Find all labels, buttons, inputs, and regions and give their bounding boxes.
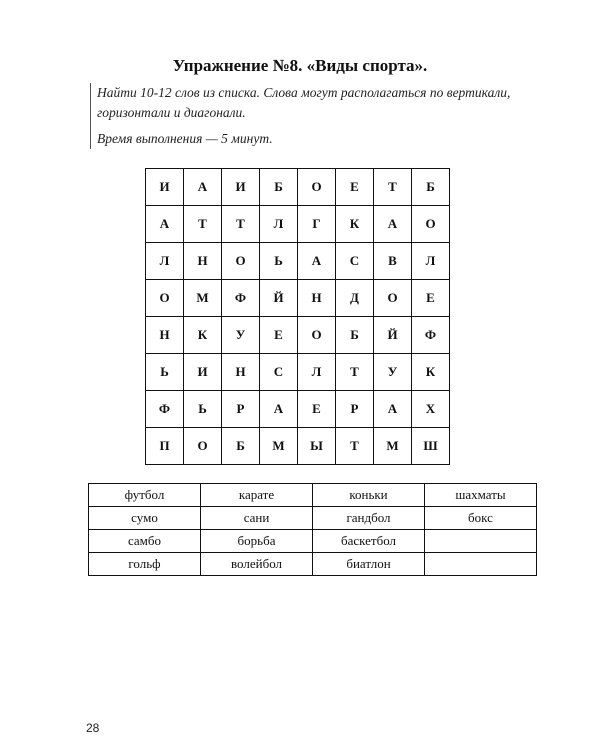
- grid-cell: Н: [298, 280, 336, 317]
- grid-cell: Е: [336, 169, 374, 206]
- grid-cell: А: [184, 169, 222, 206]
- word-cell: сани: [201, 507, 313, 530]
- grid-cell: Е: [298, 391, 336, 428]
- word-row: [89, 553, 537, 576]
- grid-cell: В: [374, 243, 412, 280]
- grid-cell: Л: [412, 243, 450, 280]
- grid-cell: Л: [298, 354, 336, 391]
- grid-cell: А: [374, 206, 412, 243]
- word-row: [89, 507, 537, 530]
- grid-cell: Х: [412, 391, 450, 428]
- grid-cell: С: [260, 354, 298, 391]
- grid-row: [146, 317, 450, 354]
- grid-cell: Ф: [222, 280, 260, 317]
- grid-cell: Ь: [184, 391, 222, 428]
- grid-cell: Й: [260, 280, 298, 317]
- grid-cell: Р: [222, 391, 260, 428]
- word-cell: биатлон: [313, 553, 425, 576]
- grid-cell: Ы: [298, 428, 336, 465]
- grid-row: [146, 280, 450, 317]
- grid-cell: Г: [298, 206, 336, 243]
- grid-cell: Б: [222, 428, 260, 465]
- grid-cell: А: [298, 243, 336, 280]
- word-cell: гольф: [89, 553, 201, 576]
- grid-cell: Е: [260, 317, 298, 354]
- word-cell: шахматы: [425, 484, 537, 507]
- grid-cell: Д: [336, 280, 374, 317]
- grid-cell: Ш: [412, 428, 450, 465]
- grid-cell: Й: [374, 317, 412, 354]
- grid-cell: П: [146, 428, 184, 465]
- grid-cell: Л: [146, 243, 184, 280]
- word-list: [88, 483, 537, 576]
- grid-cell: О: [222, 243, 260, 280]
- grid-cell: М: [184, 280, 222, 317]
- grid-row: [146, 428, 450, 465]
- grid-cell: Т: [184, 206, 222, 243]
- grid-cell: У: [374, 354, 412, 391]
- grid-cell: Ф: [412, 317, 450, 354]
- grid-cell: О: [298, 169, 336, 206]
- word-cell: футбол: [89, 484, 201, 507]
- word-cell: гандбол: [313, 507, 425, 530]
- grid-cell: Н: [222, 354, 260, 391]
- grid-cell: К: [336, 206, 374, 243]
- grid-cell: О: [298, 317, 336, 354]
- grid-cell: К: [412, 354, 450, 391]
- grid-cell: Ь: [260, 243, 298, 280]
- grid-cell: Ь: [146, 354, 184, 391]
- grid-cell: О: [374, 280, 412, 317]
- instructions-text: Найти 10-12 слов из списка. Слова могут располагаться по вертикали, горизонтали и диагонали.: [97, 85, 511, 120]
- word-cell: [425, 553, 537, 576]
- instructions: [90, 83, 527, 149]
- grid-cell: Б: [336, 317, 374, 354]
- grid-cell: А: [146, 206, 184, 243]
- grid-row: [146, 243, 450, 280]
- grid-cell: И: [222, 169, 260, 206]
- grid-cell: О: [184, 428, 222, 465]
- grid-row: [146, 169, 450, 206]
- word-cell: баскетбол: [313, 530, 425, 553]
- word-row: [89, 484, 537, 507]
- grid-cell: О: [146, 280, 184, 317]
- word-cell: самбо: [89, 530, 201, 553]
- time-limit: Время выполнения — 5 минут.: [97, 131, 273, 146]
- grid-cell: М: [374, 428, 412, 465]
- page-number: 28: [86, 721, 100, 735]
- grid-cell: Т: [336, 354, 374, 391]
- word-cell: коньки: [313, 484, 425, 507]
- grid-cell: Е: [412, 280, 450, 317]
- grid-cell: Л: [260, 206, 298, 243]
- word-cell: [425, 530, 537, 553]
- grid-cell: И: [184, 354, 222, 391]
- grid-cell: Т: [336, 428, 374, 465]
- grid-cell: К: [184, 317, 222, 354]
- grid-row: [146, 354, 450, 391]
- grid-cell: Б: [412, 169, 450, 206]
- grid-cell: А: [374, 391, 412, 428]
- grid-cell: А: [260, 391, 298, 428]
- word-row: [89, 530, 537, 553]
- grid-cell: Н: [146, 317, 184, 354]
- grid-cell: М: [260, 428, 298, 465]
- grid-cell: Т: [222, 206, 260, 243]
- grid-cell: У: [222, 317, 260, 354]
- grid-cell: Н: [184, 243, 222, 280]
- grid-row: [146, 391, 450, 428]
- word-cell: борьба: [201, 530, 313, 553]
- letter-grid: [145, 168, 450, 465]
- word-cell: волейбол: [201, 553, 313, 576]
- grid-cell: Р: [336, 391, 374, 428]
- word-cell: сумо: [89, 507, 201, 530]
- grid-cell: Т: [374, 169, 412, 206]
- grid-cell: И: [146, 169, 184, 206]
- grid-cell: О: [412, 206, 450, 243]
- exercise-title: Упражнение №8. «Виды спорта».: [172, 56, 428, 75]
- word-cell: карате: [201, 484, 313, 507]
- word-cell: бокс: [425, 507, 537, 530]
- grid-cell: Ф: [146, 391, 184, 428]
- grid-cell: С: [336, 243, 374, 280]
- grid-row: [146, 206, 450, 243]
- grid-cell: Б: [260, 169, 298, 206]
